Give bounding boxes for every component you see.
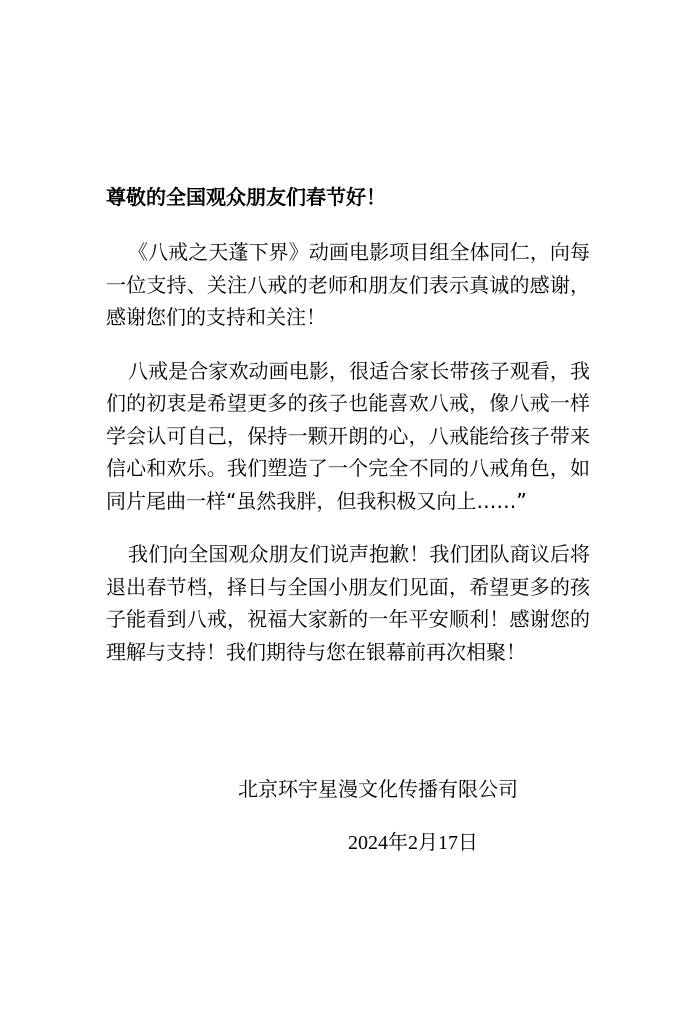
- letter-paragraph-3: 我们向全国观众朋友们说声抱歉！我们团队商议后将退出春节档，择日与全国小朋友们见面，希望更多的孩子能看到八戒，祝福大家新的一年平安顺利！感谢您的理解与支持！我们期待与您在银幕前再次相聚！: [106, 542, 590, 664]
- letter-signature: 北京环宇星漫文化传播有限公司: [238, 777, 518, 801]
- letter-paragraph-1: 《八戒之天蓬下界》动画电影项目组全体同仁，向每一位支持、关注八戒的老师和朋友们表示真诚的感谢，感谢您们的支持和关注！: [106, 240, 590, 329]
- letter-paragraph-2: 八戒是合家欢动画电影，很适合家长带孩子观看，我们的初衷是希望更多的孩子也能喜欢八戒，像八戒一样学会认可自己，保持一颗开朗的心，八戒能给孩子带来信心和欢乐。我们塑造了一个完全不同的八戒角色，如同片尾曲一样“虽然我胖，但我积极又向上……”: [106, 358, 590, 513]
- letter-body: [106, 180, 590, 689]
- letter-greeting: 尊敬的全国观众朋友们春节好！: [106, 185, 386, 209]
- letter-date: 2024年2月17日: [348, 832, 478, 854]
